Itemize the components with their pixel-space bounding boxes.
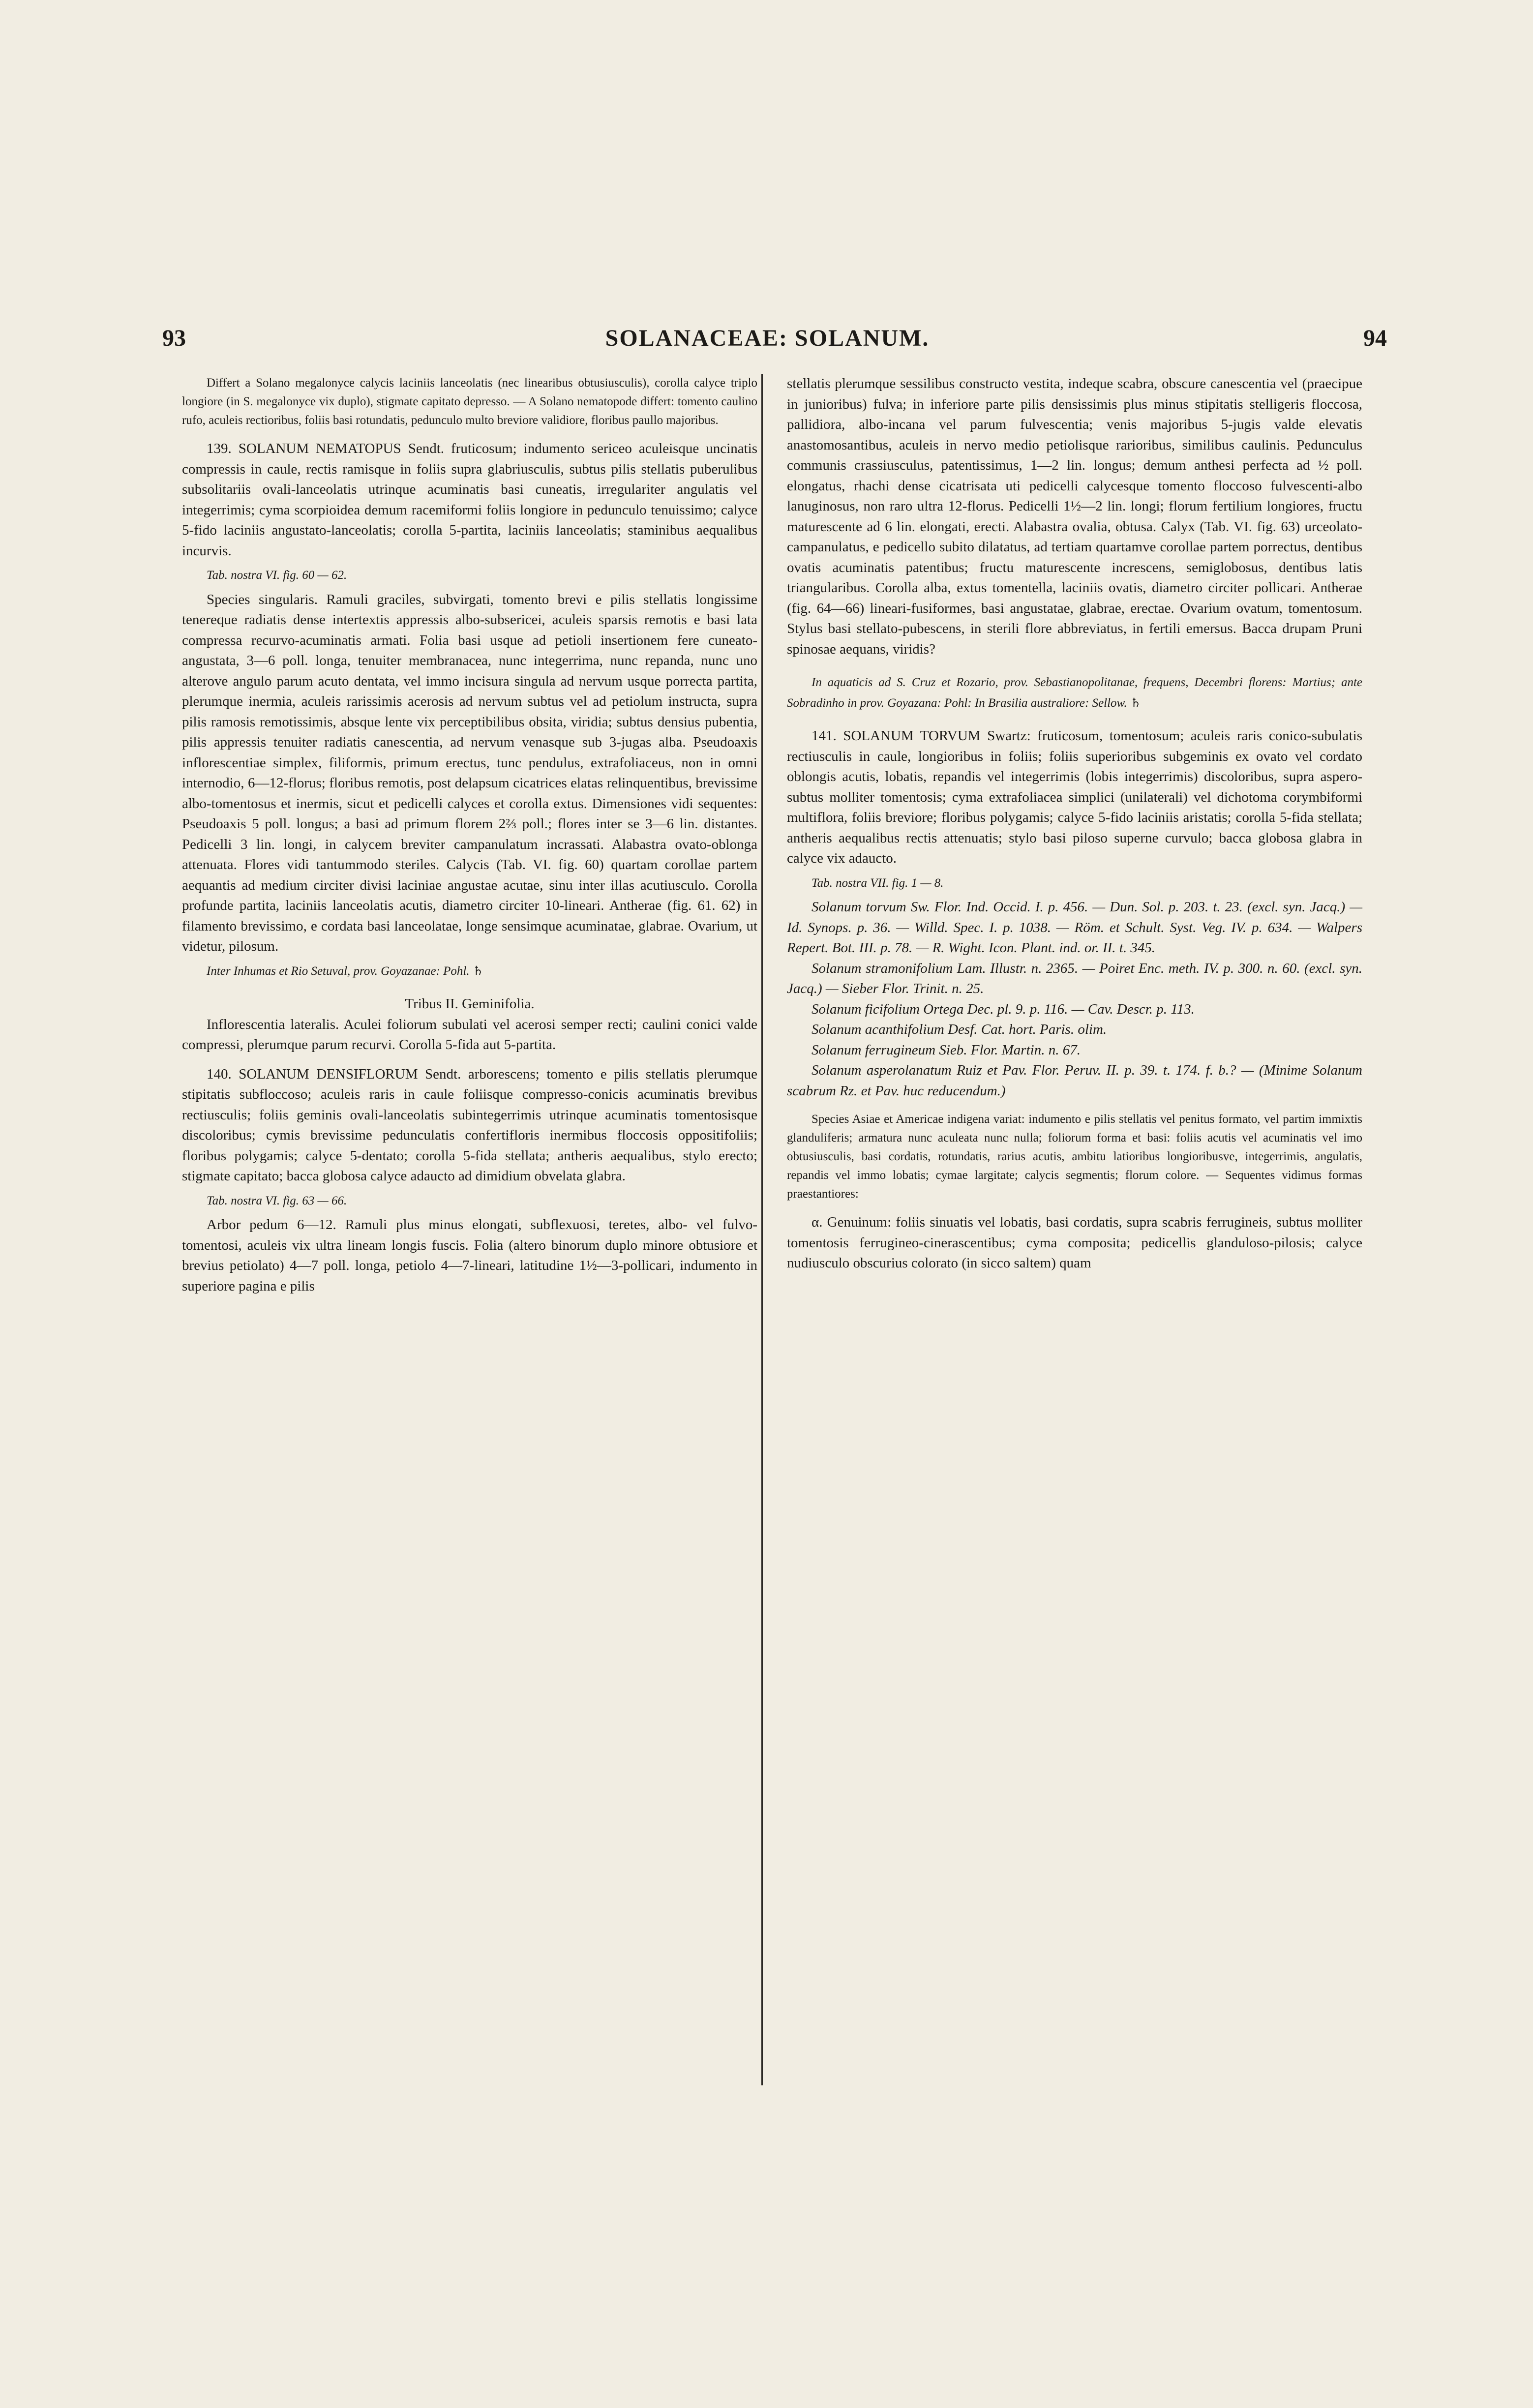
synonym: Solanum asperolanatum Ruiz et Pav. Flor. Peruv. II. p. 39. t. 174. f. b.? — (Minime Solanum scabrum Rz. et Pav. huc reducendum.) bbox=[787, 1062, 1362, 1099]
species-139-diagnosis: 139. SOLANUM NEMATOPUS Sendt. fruticosum; indumento sericeo aculeisque uncinatis compressis in caule, rectis ramisque in foliis supra glabriusculis, subtus pilis stellatis puberulibus subsolitariis ovali-lanceolatis utrinque acuminatis basi cuneatis, irregulariter angulatis vel integerrimis; cyma scorpioidea demum racemiformi foliis longiore in pedunculo tenuissimo; calyce 5-fido laciniis angustato-lanceolatis; corolla 5-partita, laciniis lanceolatis; staminibus aequalibus incurvis. bbox=[182, 441, 757, 559]
species-139-description: Species singularis. Ramuli graciles, subvirgati, tomento brevi e pilis stellatis longissime tenereque radiatis dense intertextis appressis albo-subsericei, aculeis sparsis remotis e basi lata compressa recurvo-acuminatis armati. Folia basi usque ad petioli insertionem fere cuneato-angustata, 3—6 poll. longa, tenuiter membranacea, nunc integerrima, nunc repanda, nunc uno alterove angulo parum acuto dentata, vel immo incisura singula ad nervum usque porrecta partita, plerumque inermia, aculeis rarissimis acerosis ad nervum subtus vel ad petiolum instructa, supra pilis ramosis remotissimis, absque lente vix perceptibilibus obsita, viridia; subtus densius pubentia, pilis appressis tenuiter radiatis canescentia, ad nervum venasque sub 3-jugas alba. Pseudoaxis inflorescentiae simplex, filiformis, primum erectus, tunc pendulus, extrafoliaceus, non in omni internodio, 6—12-florus; floribus remotis, post delapsum cicatrices elatas relinquentibus, brevissime albo-tomentosus et inermis, sicut et pedicelli calyces et corolla extus. Dimensiones vidi sequentes: Pseudoaxis 5 poll. longus; a basi ad primum florem 2⅔ poll.; flores inter se 3—6 lin. distantes. Pedicelli 3 lin. longi, in calycem breviter campanulatum incrassati. Alabastra ovato-oblonga attenuata. Flores vidi tantummodo steriles. Calycis (Tab. VI. fig. 60) quartam corollae partem aequantis ad medium circiter divisi laciniae angustae acutae, sinu inter illas acutiusculo. Corolla profunde partita, laciniis lanceolatis acutis, diametro circiter 10-lineari. Antherae (fig. 61. 62) in filamento brevissimo, e cordata basi lanceolatae, longe sensimque acuminatae, glabrae. Ovarium, ut videtur, pilosum. bbox=[182, 591, 757, 954]
page-number-right: 94 bbox=[1363, 325, 1387, 351]
species-140-description: Arbor pedum 6—12. Ramuli plus minus elongati, subflexuosi, teretes, albo- vel fulvo-tomentosi, aculeis vix ultra lineam longis fuscis. Folia (altero binorum duplo minore obtusiore et brevius petiolato) 4—7 poll. longa, petiolo 4—7-lineari, latitudine 1½—3-pollicari, indumento in superiore pagina e pilis bbox=[182, 1217, 757, 1294]
tribus-heading: Tribus II. Geminifolia. bbox=[405, 996, 535, 1012]
synonym: Solanum stramonifolium Lam. Illustr. n. 2365. — Poiret Enc. meth. IV. p. 300. n. 60. (excl. syn. Jacq.) — Sieber Flor. Trinit. n. 25. bbox=[787, 960, 1362, 996]
left-column bbox=[182, 374, 757, 1296]
page-number-left: 93 bbox=[162, 325, 186, 351]
column-divider bbox=[761, 374, 763, 2085]
variation-note: Species Asiae et Americae indigena variat: indumento e pilis stellatis vel penitus formato, vel partim immixtis glanduliferis; armatura nunc aculeata nunc nulla; foliorum forma et basi: foliis acutis vel acuminatis vel imo obtusiusculis, basi cordatis, rotundatis, rarius acutis, ambitu latioribus longioribusve, integerrimis, angulatis, repandis vel immo lobatis; cymae largitate; calycis segmentis; florum colore. — Sequentes vidimus formas praestantiores: bbox=[787, 1113, 1362, 1201]
species-140-diagnosis: 140. SOLANUM DENSIFLORUM Sendt. arborescens; tomento e pilis stellatis plerumque stipitatis subfloccoso; aculeis raris in caule foliisque compresso-conicis acuminatis brevibus rectiusculis; foliis geminis ovali-lanceolatis subintegerrimis utrinque acuminatis tomentosisque discoloribus; cymis brevissime pedunculatis confertifloris inermibus floccosis oppositifoliis; floribus polygamis; calyce 5-dentato; corolla 5-fida stellata; antheris aequalibus, stylo erecto; stigmate capitato; bacca globosa calyce adaucto ad dimidium obvelata glabra. bbox=[182, 1066, 757, 1184]
synonym: Solanum torvum Sw. Flor. Ind. Occid. I. p. 456. — Dun. Sol. p. 203. t. 23. (excl. syn. Jacq.) — Id. Synops. p. 36. — Willd. Spec. I. p. 1038. — Röm. et Schult. Syst. Veg. IV. p. 634. — Walpers Repert. Bot. III. p. 78. — R. Wight. Icon. Plant. ind. or. II. t. 345. bbox=[787, 899, 1362, 956]
plate-reference: Tab. nostra VII. fig. 1 — 8. bbox=[812, 876, 944, 890]
running-title: SOLANACEAE: SOLANUM. bbox=[605, 325, 930, 351]
species-140-description-cont: stellatis plerumque sessilibus constructo vestita, indeque scabra, obscure canescentia vel (praecipue in junioribus) fulva; in inferiore parte pilis densissimis plus minus stipitatis stelligeris floccosa, pallidiora, albo-incana vel parum fulvescentia; venis majoribus 5-jugis valde elevatis anastomosantibus, aculeis in nervo medio petiolisque rarioribus, similibus caulinis. Pedunculus communis crassiusculus, patentissimus, 1—2 lin. longus; demum anthesi perfecta ad ½ poll. elongatus, rhachi dense cicatrisata uti pedicelli calycesque tomento floccoso fulvescenti-albo lanuginosus, non raro ultra 12-florus. Pedicelli 1½—2 lin. longi; florum fertilium longiores, fructu maturescente ad 6 lin. elongati, erecti. Alabastra ovalia, obtusa. Calyx (Tab. VI. fig. 63) urceolato-campanulatus, e pedicello subito dilatatus, ad tertiam quartamve corollae partem porrectus, dentibus ovatis acuminatis patentibus; fructu maturescente increscens, semiglobosus, dentibus latis triangularibus. Corolla alba, extus tomentella, laciniis ovatis, diametro circiter pollicari. Antherae (fig. 64—66) lineari-fusiformes, basi angustatae, glabrae, erectae. Ovarium ovatum, tomentosum. Stylus basi stellato-pubescens, in sterili flore abbreviatus, in fertili emersus. Bacca drupam Pruni spinosae aequans, viridis? bbox=[787, 376, 1362, 657]
right-column bbox=[787, 374, 1362, 1274]
plate-reference: Tab. nostra VI. fig. 63 — 66. bbox=[207, 1194, 347, 1207]
locality: In aquaticis ad S. Cruz et Rozario, prov. Sebastianopolitanae, frequens, Decembri florens: Martius; ante Sobradinho in prov. Goyazana: Pohl: In Brasilia australiore: Sellow. ♄ bbox=[787, 676, 1362, 710]
synonym: Solanum acanthifolium Desf. Cat. hort. Paris. olim. bbox=[812, 1022, 1107, 1037]
plate-reference: Tab. nostra VI. fig. 60 — 62. bbox=[207, 569, 347, 582]
synonym: Solanum ficifolium Ortega Dec. pl. 9. p. 116. — Cav. Descr. p. 113. bbox=[812, 1001, 1195, 1017]
synonym: Solanum ferrugineum Sieb. Flor. Martin. n. 67. bbox=[812, 1042, 1081, 1058]
variety-alpha: α. Genuinum: foliis sinuatis vel lobatis, basi cordatis, supra scabris ferrugineis, subtus molliter tomentosis ferrugineo-cinerascentibus; cyma composita; pedicellis glanduloso-pilosis; calyce nudiusculo obscurius colorato (in sicco saltem) quam bbox=[787, 1214, 1362, 1271]
tribus-description: Inflorescentia lateralis. Aculei foliorum subulati vel acerosi semper recti; caulini conici valde compressi, plerumque parum recurvi. Corolla 5-fida aut 5-partita. bbox=[182, 1016, 757, 1053]
locality: Inter Inhumas et Rio Setuval, prov. Goyazanae: Pohl. ♄ bbox=[207, 964, 484, 978]
differt-note: Differt a Solano megalonyce calycis laciniis lanceolatis (nec linearibus obtusiusculis), corolla calyce triplo longiore (in S. megalonyce vix duplo), stigmate capitato depresso. — A Solano nematopode differt: tomento caulino rufo, aculeis rectioribus, foliis basi rotundatis, pedunculo multo breviore validiore, floribus paullo majoribus. bbox=[182, 376, 757, 427]
page-header bbox=[148, 315, 1387, 354]
species-141-diagnosis: 141. SOLANUM TORVUM Swartz: fruticosum, tomentosum; aculeis raris conico-subulatis rectiusculis in caule, longioribus in foliis; foliis superioribus subgeminis ex ovato vel cordato oblongis acutis, lobatis, repandis vel integerrimis (lobis integerrimis) discoloribus, supra aspero-subtus molliter tomentosis; cyma extrafoliacea simplici (unilaterali) vel dichotoma corymbiformi multiflora, foliis breviore; floribus polygamis; calyce 5-fido laciniis aristatis; corolla 5-fida stellata; antheris aequalibus rectis attenuatis; stylo basi piloso superne curvulo; bacca globosa glabra in calyce vix adaucto. bbox=[787, 728, 1362, 866]
